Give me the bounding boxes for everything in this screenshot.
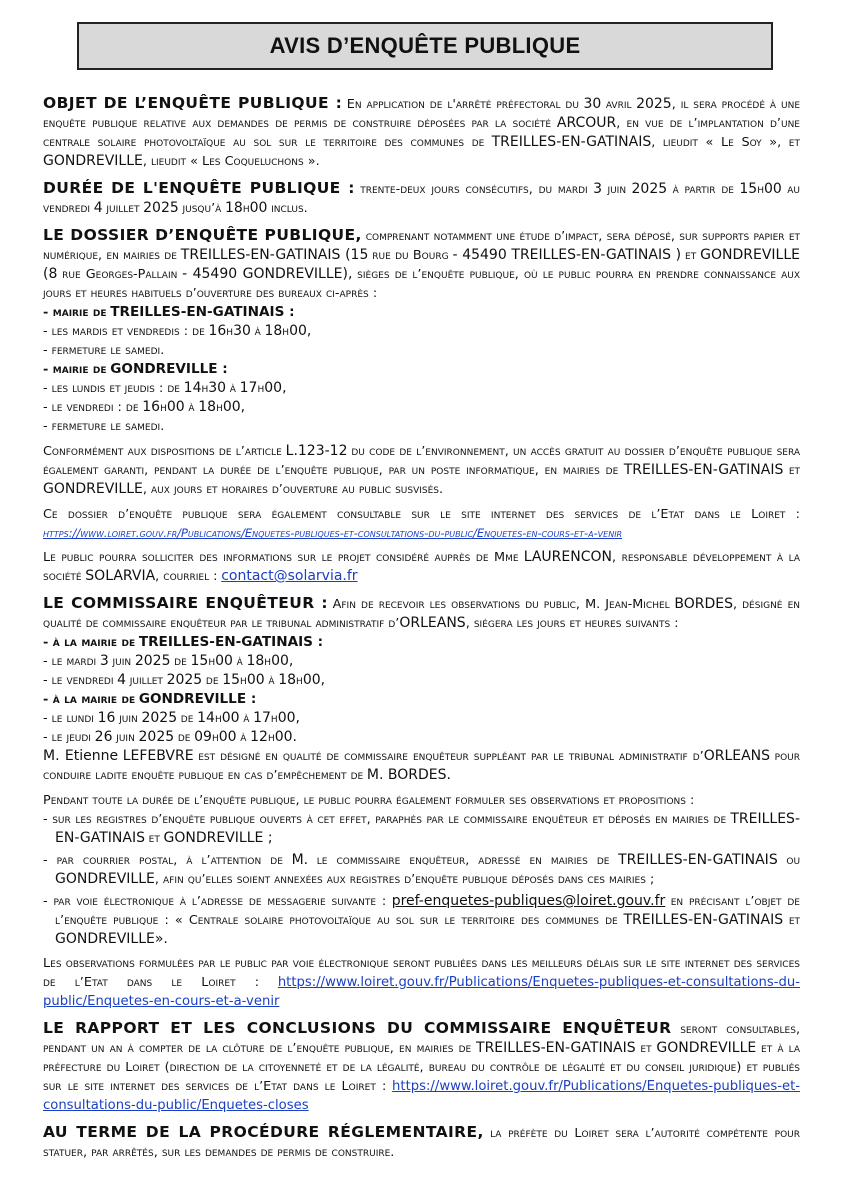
rapport-enquetes-closes-link[interactable]: https://www.loiret.gouv.fr/Publications/Enquetes-publiques-et-consultations-du-public/Enquetes-closes [43, 1079, 801, 1113]
ce-dossier-paragraph: Ce dossier d’enquête publique sera également consultable sur le site internet des services de l’Etat dans le Loiret : https://www.loiret.gouv.fr/Publications/Enquetes-publiques-et-consultations-du-public/Enquetes-en-cours-et-a-venir [43, 507, 800, 540]
permanence-treilles-label: - à la mairie de TREILLES-EN-GATINAIS : [43, 634, 324, 650]
objet-paragraph: OBJET DE L’ENQUÊTE PUBLIQUE : En application de l'arrêté préfectoral du 30 avril 2025, il sera procédé à une enquête publique relative aux demandes de permis de construire déposées par la société ARCOUR, en vue de l’implantation d’une centrale solaire photovoltaïque au sol sur le territoire des communes de TREILLES-EN-GATINAIS, lieudit « Le Soy », et GONDREVILLE, lieudit « Les Coqueluchons ». [43, 94, 801, 169]
observation-bullet-electronique: - par voie électronique à l’adresse de messagerie suivante : pref-enquetes-publiques@loiret.gouv.fr en précisant l’objet de l’enquête publique : « Centrale solaire photovoltaïque au sol sur le territoire des communes de TREILLES-EN-GATINAIS et GONDREVILLE». [43, 893, 801, 947]
rapport-heading: LE RAPPORT ET LES CONCLUSIONS DU COMMISSAIRE ENQUÊTEUR [43, 1019, 672, 1037]
notice-page [43, 22, 800, 1162]
objet-heading: OBJET DE L’ENQUÊTE PUBLIQUE : [43, 94, 343, 112]
gondreville-hours-line: - le vendredi : de 16h00 à 18h00, [43, 399, 246, 415]
observations-publiees-link[interactable]: https://www.loiret.gouv.fr/Publications/Enquetes-publiques-et-consultations-du-public/Enquetes-en-cours-et-a-venir [43, 975, 800, 1009]
permanence-line: - le mardi 3 juin 2025 de 15h00 à 18h00, [43, 653, 294, 669]
rapport-paragraph: LE RAPPORT ET LES CONCLUSIONS DU COMMISSAIRE ENQUÊTEUR seront consultables, pendant un an à compter de la clôture de l’enquête publique, en mairies de TREILLES-EN-GATINAIS et GONDREVILLE et à la préfecture du Loiret (direction de la citoyenneté et de la légalité, bureau du contrôle de légalité et du conseil juridique) et publiés sur le site internet des services de l’Etat dans le Loiret : https://www.loiret.gouv.fr/Publications/Enquetes-publiques-et-consultations-du-public/Enquetes-closes [43, 1019, 801, 1113]
town-name: TREILLES-EN-GATINAIS [491, 134, 652, 150]
permanence-line: - le vendredi 4 juillet 2025 de 15h00 à 18h00, [43, 672, 326, 688]
treilles-hours-line: - fermeture le samedi. [43, 343, 165, 358]
page-title: AVIS D’ENQUÊTE PUBLIQUE [77, 22, 773, 70]
prefecture-email-link[interactable]: pref-enquetes-publiques@loiret.gouv.fr [391, 893, 666, 909]
contact-email-link[interactable]: contact@solarvia.fr [221, 568, 358, 584]
gondreville-hours-line: - les lundis et jeudis : de 14h30 à 17h00, [43, 380, 287, 396]
contact-paragraph: Le public pourra solliciter des informations sur le projet considéré auprès de Mme LAURENCON, responsable développement à la société SOLARVIA, courriel : contact@solarvia.fr [43, 549, 800, 584]
terme-paragraph: AU TERME DE LA PROCÉDURE RÉGLEMENTAIRE, la préfète du Loiret sera l’autorité compétente pour statuer, par arrêtés, sur les demandes de permis de construire. [43, 1123, 801, 1160]
terme-heading: AU TERME DE LA PROCÉDURE RÉGLEMENTAIRE, [43, 1123, 484, 1141]
town-name: GONDREVILLE [43, 153, 143, 169]
commissaire-paragraph: LE COMMISSAIRE ENQUÊTEUR : Afin de recevoir les observations du public, M. Jean-Michel BORDES, désigné en qualité de commissaire enquêteur par le tribunal administratif d’ORLEANS, siégera les jours et heures suivants : [43, 594, 800, 631]
gondreville-hours-line: - fermeture le samedi. [43, 419, 165, 434]
conformement-paragraph: Conformément aux dispositions de l’article L.123-12 du code de l’environnement, un accès gratuit au dossier d’enquête publique sera également garanti, pendant la durée de l’enquête publique, par un poste informatique, en mairies de TREILLES-EN-GATINAIS et GONDREVILLE, aux jours et horaires d’ouverture au public susvisés. [43, 443, 801, 497]
treilles-hours-label: - mairie de TREILLES-EN-GATINAIS : [43, 304, 295, 320]
publiees-paragraph: Les observations formulées par le public par voie électronique seront publiées dans les meilleurs délais sur le site internet des services de l’Etat dans le Loiret : https://www.loiret.gouv.fr/Publications/Enquetes-publiques-et-consultations-du-public/Enquetes-en-cours-et-a-venir [43, 956, 800, 1009]
notice-body [43, 94, 800, 1162]
duree-heading: DURÉE DE L'ENQUÊTE PUBLIQUE : [43, 179, 355, 197]
dossier-paragraph: LE DOSSIER D’ENQUÊTE PUBLIQUE, comprenant notamment une étude d’impact, sera déposé, sur supports papier et numérique, en mairies de TREILLES-EN-GATINAIS (15 rue du Bourg - 45490 TREILLES-EN-GATINAIS ) et GONDREVILLE (8 rue Georges-Pallain - 45490 GONDREVILLE), sièges de l’enquête publique, où le public pourra en prendre connaissance aux jours et heures habituels d’ouverture des bureaux ci-après : [43, 226, 801, 301]
commissaire-heading: LE COMMISSAIRE ENQUÊTEUR : [43, 594, 328, 612]
duree-paragraph: DURÉE DE L'ENQUÊTE PUBLIQUE : trente-deux jours consécutifs, du mardi 3 juin 2025 à partir de 15h00 au vendredi 4 juillet 2025 jusqu’à 18h00 inclus. [43, 179, 800, 216]
permanence-line: - le lundi 16 juin 2025 de 14h00 à 17h00, [43, 710, 300, 726]
gondreville-hours-label: - mairie de GONDREVILLE : [43, 361, 228, 377]
observation-bullet-courrier: - par courrier postal, à l’attention de M. le commissaire enquêteur, adressé en mairies de TREILLES-EN-GATINAIS ou GONDREVILLE, afin qu’elles soient annexées aux registres d’enquête publique déposés dans ces mairies ; [43, 852, 801, 887]
permanence-line: - le jeudi 26 juin 2025 de 09h00 à 12h00. [43, 729, 297, 745]
treilles-hours-line: - les mardis et vendredis : de 16h30 à 18h00, [43, 323, 312, 339]
permanence-gondreville-label: - à la mairie de GONDREVILLE : [43, 691, 257, 707]
suppleant-paragraph: M. Etienne LEFEBVRE est désigné en qualité de commissaire enquêteur suppléant par le tribunal administratif d’ORLEANS pour conduire ladite enquête publique en cas d’empêchement de M. BORDES. [43, 748, 801, 783]
pendant-paragraph: Pendant toute la durée de l’enquête publique, le public pourra également formuler ses observations et propositions : [43, 793, 695, 808]
loiret-enquetes-en-cours-link[interactable]: https://www.loiret.gouv.fr/Publications/Enquetes-publiques-et-consultations-du-public/Enquetes-en-cours-et-a-venir [43, 526, 623, 540]
dossier-heading: LE DOSSIER D’ENQUÊTE PUBLIQUE, [43, 226, 362, 244]
observation-bullet-registres: - sur les registres d’enquête publique ouverts à cet effet, paraphés par le commissaire enquêteur et déposés en mairies de TREILLES-EN-GATINAIS et GONDREVILLE ; [43, 811, 800, 846]
company-name: ARCOUR [556, 115, 617, 131]
